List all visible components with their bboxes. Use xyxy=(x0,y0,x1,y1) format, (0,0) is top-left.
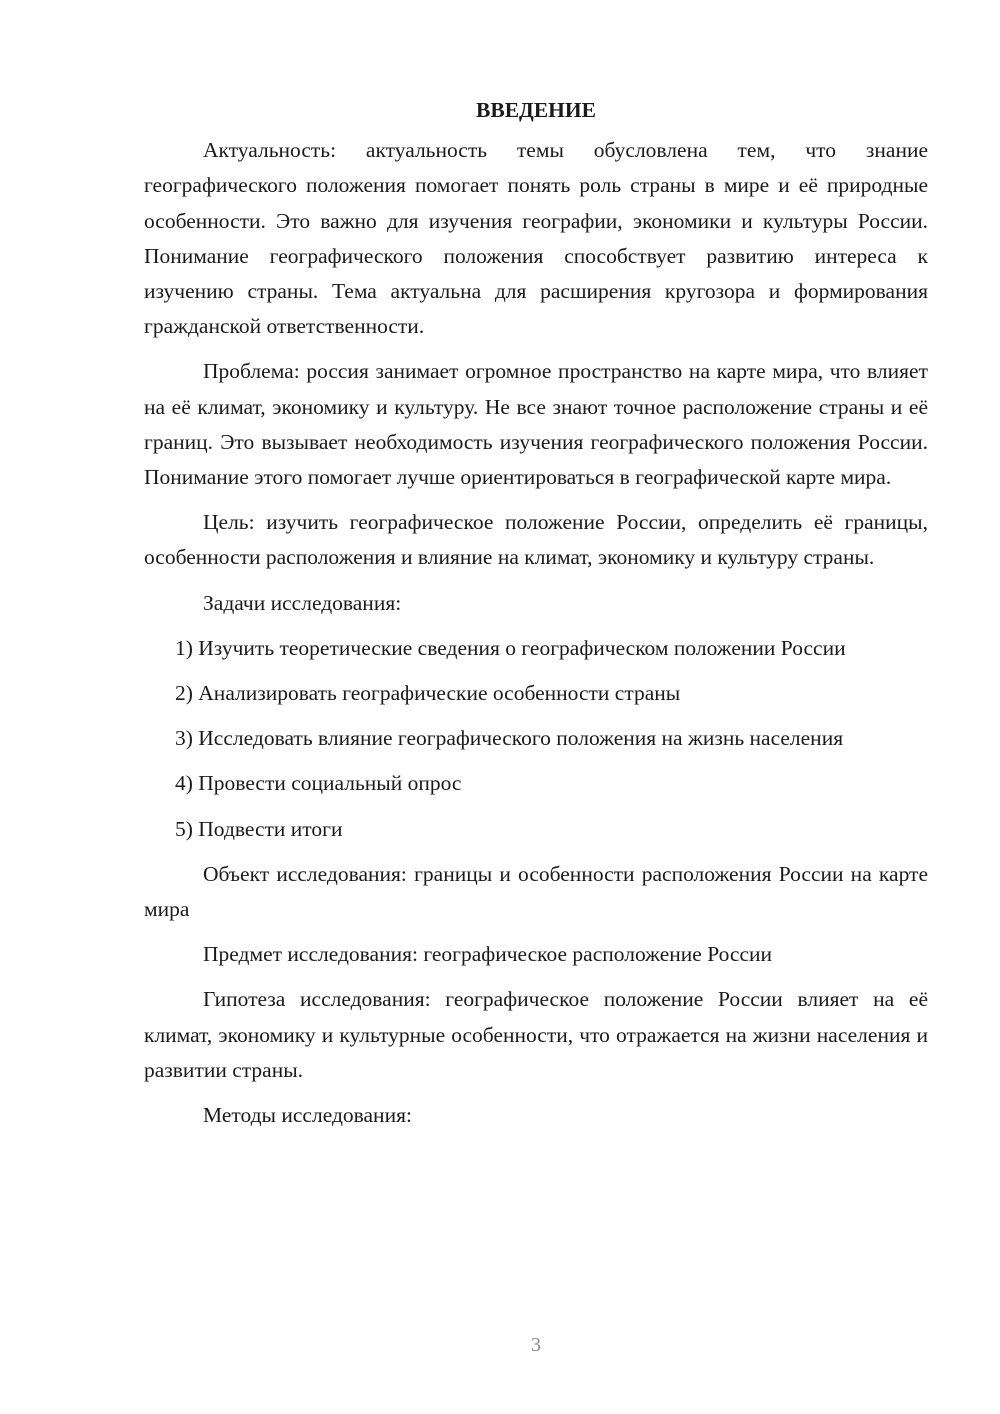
paragraph-problem: Проблема: россия занимает огромное пространство на карте мира, что влияет на её климат, экономику и культуру. Не все знают точное расположение страны и её границ. Это вызывает необходимость изучения географического положения России. Понимание этого помогает лучше ориентироваться в географической карте мира. xyxy=(144,359,928,490)
paragraph-goal: Цель: изучить географическое положение России, определить её границы, особенности расположения и влияние на климат, экономику и культуру страны. xyxy=(144,510,928,570)
paragraph-subject: Предмет исследования: географическое расположение России xyxy=(203,942,773,967)
methods-title: Методы исследования: xyxy=(203,1103,412,1128)
tasks-title: Задачи исследования: xyxy=(203,590,402,615)
task-item-4: 4) Провести социальный опрос xyxy=(175,771,462,796)
task-item-1: 1) Изучить теоретические сведения о географическом положении России xyxy=(175,635,846,660)
paragraph-hypothesis: Гипотеза исследования: географическое положение России влияет на её климат, экономику и культурные особенности, что отражается на жизни населения и развитии страны. xyxy=(144,987,928,1082)
paragraph-object: Объект исследования: границы и особенности расположения России на карте мира xyxy=(144,861,928,922)
task-item-3: 3) Исследовать влияние географического положения на жизнь населения xyxy=(175,726,844,751)
task-item-2: 2) Анализировать географические особенности страны xyxy=(175,681,681,706)
page-number: 3 xyxy=(531,1334,541,1356)
section-heading: ВВЕДЕНИЕ xyxy=(476,98,596,122)
paragraph-relevance: Актуальность: актуальность темы обусловлена тем, что знание географического положения помогает понять роль страны в мире и её природные особенности. Это важно для изучения географии, экономики и культуры России. Понимание географического положения способствует развитию интереса к изучению страны. Тема актуальна для расширения кругозора и формирования гражданской ответственности. xyxy=(144,138,928,339)
task-item-5: 5) Подвести итоги xyxy=(175,816,343,841)
document-page xyxy=(144,93,928,1143)
